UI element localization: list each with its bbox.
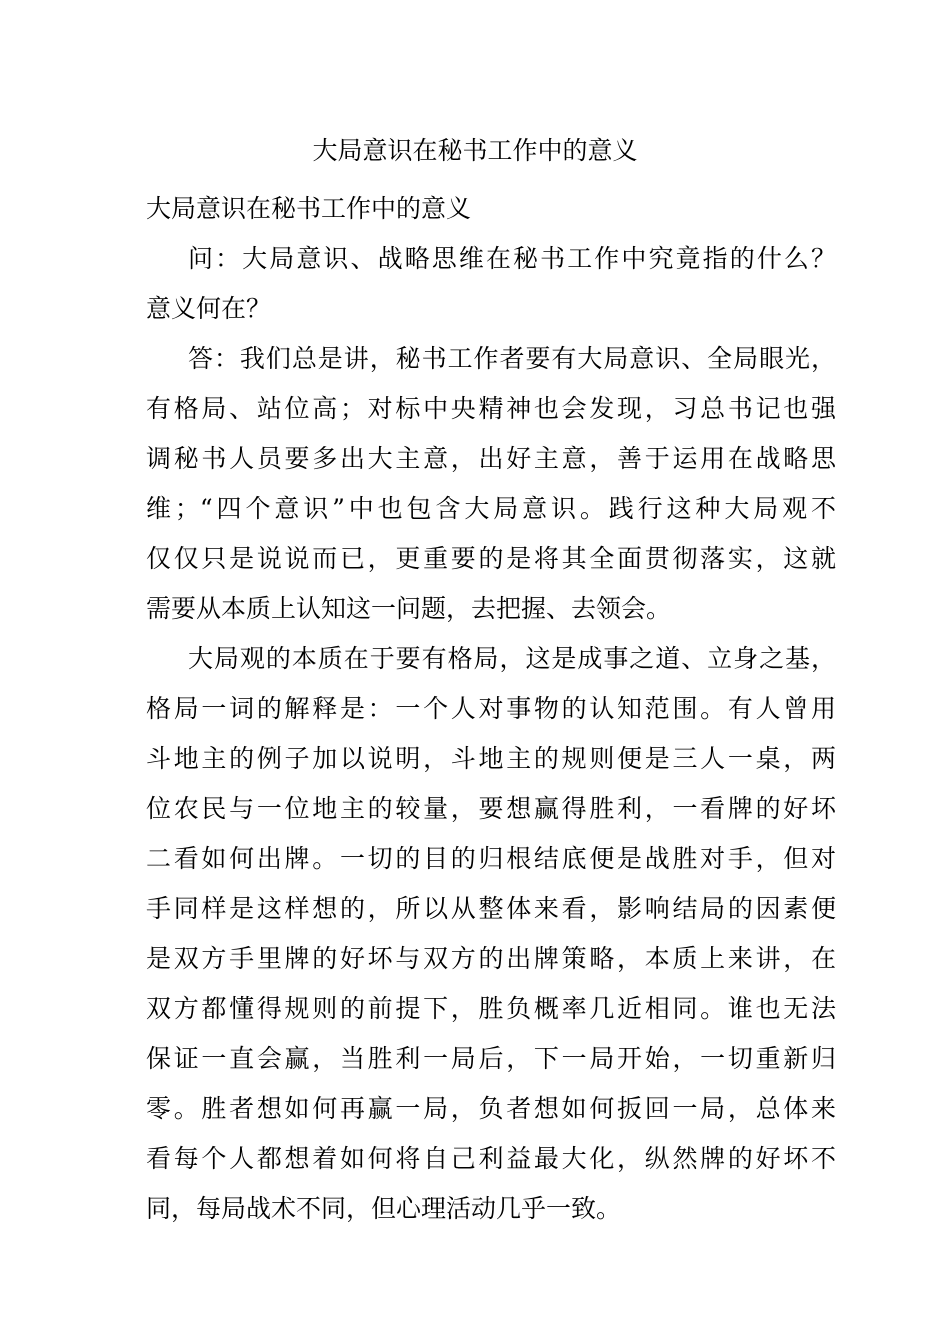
- document-title: 大局意识在秘书工作中的意义: [312, 136, 638, 165]
- paragraph-line: 格局一词的解释是：一个人对事物的认知范围。有人曾用: [146, 694, 836, 723]
- paragraph-line: 大局观的本质在于要有格局，这是成事之道、立身之基，: [188, 644, 836, 673]
- paragraph-line: 答：我们总是讲，秘书工作者要有大局意识、全局眼光，: [188, 344, 836, 373]
- paragraph-line: 调秘书人员要多出大主意，出好主意，善于运用在战略思: [146, 444, 836, 473]
- paragraph-line: 需要从本质上认知这一问题，去把握、去领会。: [146, 594, 672, 623]
- subtitle-line: 大局意识在秘书工作中的意义: [146, 194, 472, 223]
- paragraph-line: 斗地主的例子加以说明，斗地主的规则便是三人一桌，两: [146, 744, 836, 773]
- paragraph-line: 同，每局战术不同，但心理活动几乎一致。: [146, 1194, 622, 1223]
- paragraph-line: 问：大局意识、战略思维在秘书工作中究竟指的什么？: [188, 244, 836, 273]
- paragraph-line: 有格局、站位高；对标中央精神也会发现，习总书记也强: [146, 394, 836, 423]
- paragraph-line: 二看如何出牌。一切的目的归根结底便是战胜对手，但对: [146, 844, 836, 873]
- paragraph-line: 手同样是这样想的，所以从整体来看，影响结局的因素便: [146, 894, 836, 923]
- paragraph-line: 位农民与一位地主的较量，要想赢得胜利，一看牌的好坏: [146, 794, 836, 823]
- document-body: [146, 184, 836, 1234]
- paragraph-line: 意义何在？: [146, 294, 272, 323]
- paragraph-line: 仅仅只是说说而已，更重要的是将其全面贯彻落实，这就: [146, 544, 836, 573]
- paragraph-line: 维；“四个意识”中也包含大局意识。践行这种大局观不: [146, 494, 836, 523]
- paragraph-line: 保证一直会赢，当胜利一局后，下一局开始，一切重新归: [146, 1044, 836, 1073]
- paragraph-line: 零。胜者想如何再赢一局，负者想如何扳回一局，总体来: [146, 1094, 836, 1123]
- paragraph-line: 双方都懂得规则的前提下，胜负概率几近相同。谁也无法: [146, 994, 836, 1023]
- paragraph-line: 是双方手里牌的好坏与双方的出牌策略，本质上来讲，在: [146, 944, 836, 973]
- paragraph-line: 看每个人都想着如何将自己利益最大化，纵然牌的好坏不: [146, 1144, 836, 1173]
